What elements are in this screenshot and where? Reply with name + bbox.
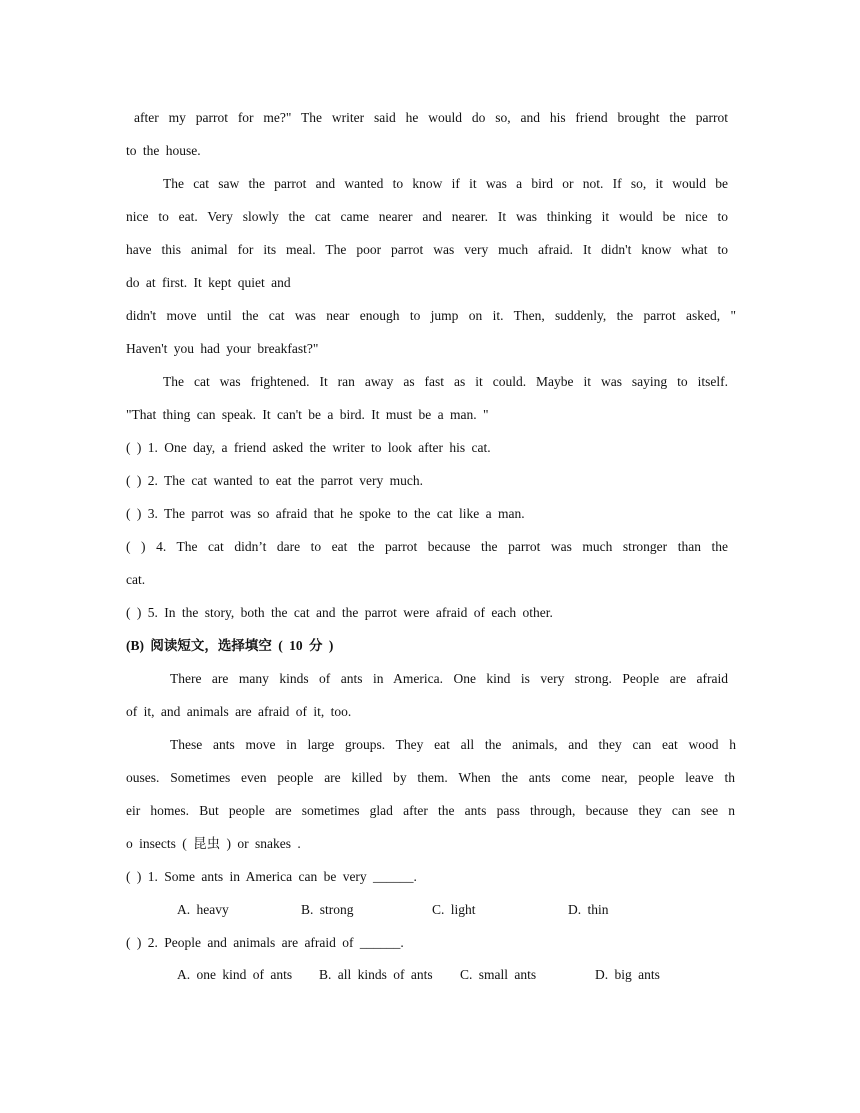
- story-a-paragraph-1-line-1: after my parrot for me?" The writer said he would do so, and his friend brought the parrot: [134, 110, 728, 125]
- question-a-2: ( ) 2. The cat wanted to eat the parrot very much.: [126, 473, 424, 488]
- question-b-1-option-d: D. thin: [568, 902, 609, 917]
- question-b-1-option-c: C. light: [432, 902, 476, 917]
- section-b-heading: (B) 阅读短文，选择填空 ( 10 分 ): [126, 638, 334, 653]
- question-a-4: ( ) 4. The cat didn’t dare to eat the parrot because the parrot was much stronger than the: [126, 539, 728, 554]
- question-a-4-continuation: cat.: [126, 572, 146, 587]
- story-a-paragraph-2-line-5: didn't move until the cat was near enough to jump on it. Then, suddenly, the parrot asked, ": [126, 308, 736, 323]
- section-b-paragraph-1-line-2: of it, and animals are afraid of it, too.: [126, 704, 352, 719]
- section-b-paragraph-2-line-2: ouses. Sometimes even people are killed by them. When the ants come near, people leave th: [126, 770, 735, 785]
- question-b-2: ( ) 2. People and animals are afraid of ______.: [126, 935, 404, 950]
- story-a-paragraph-2-line-4: do at first. It kept quiet and: [126, 275, 291, 290]
- story-a-paragraph-2-line-6: Haven't you had your breakfast?": [126, 341, 319, 356]
- story-a-paragraph-1-line-2: to the house.: [126, 143, 201, 158]
- question-b-1: ( ) 1. Some ants in America can be very ______.: [126, 869, 417, 884]
- section-b-paragraph-2-line-3: eir homes. But people are sometimes glad after the ants pass through, because they can see n: [126, 803, 735, 818]
- story-a-paragraph-2-line-2: nice to eat. Very slowly the cat came nearer and nearer. It was thinking it would be nice to: [126, 209, 728, 224]
- question-a-5: ( ) 5. In the story, both the cat and the parrot were afraid of each other.: [126, 605, 553, 620]
- question-b-2-option-a: A. one kind of ants: [177, 967, 293, 982]
- story-a-paragraph-3-line-2: "That thing can speak. It can't be a bird. It must be a man. ": [126, 407, 489, 422]
- question-a-3: ( ) 3. The parrot was so afraid that he spoke to the cat like a man.: [126, 506, 525, 521]
- section-b-paragraph-2-line-4: o insects ( 昆虫 ) or snakes .: [126, 836, 301, 851]
- story-a-paragraph-2-line-3: have this animal for its meal. The poor parrot was very much afraid. It didn't know what to: [126, 242, 728, 257]
- question-b-2-option-d: D. big ants: [595, 967, 660, 982]
- question-b-1-option-b: B. strong: [301, 902, 354, 917]
- question-b-1-option-a: A. heavy: [177, 902, 229, 917]
- question-b-2-option-c: C. small ants: [460, 967, 537, 982]
- story-a-paragraph-3-line-1: The cat was frightened. It ran away as fast as it could. Maybe it was saying to itself.: [163, 374, 728, 389]
- question-a-1: ( ) 1. One day, a friend asked the writer to look after his cat.: [126, 440, 491, 455]
- section-b-paragraph-1-line-1: There are many kinds of ants in America. One kind is very strong. People are afraid: [170, 671, 728, 686]
- question-b-2-option-b: B. all kinds of ants: [319, 967, 433, 982]
- story-a-paragraph-2-line-1: The cat saw the parrot and wanted to know if it was a bird or not. If so, it would be: [163, 176, 728, 191]
- section-b-paragraph-2-line-1: These ants move in large groups. They eat all the animals, and they can eat wood h: [170, 737, 736, 752]
